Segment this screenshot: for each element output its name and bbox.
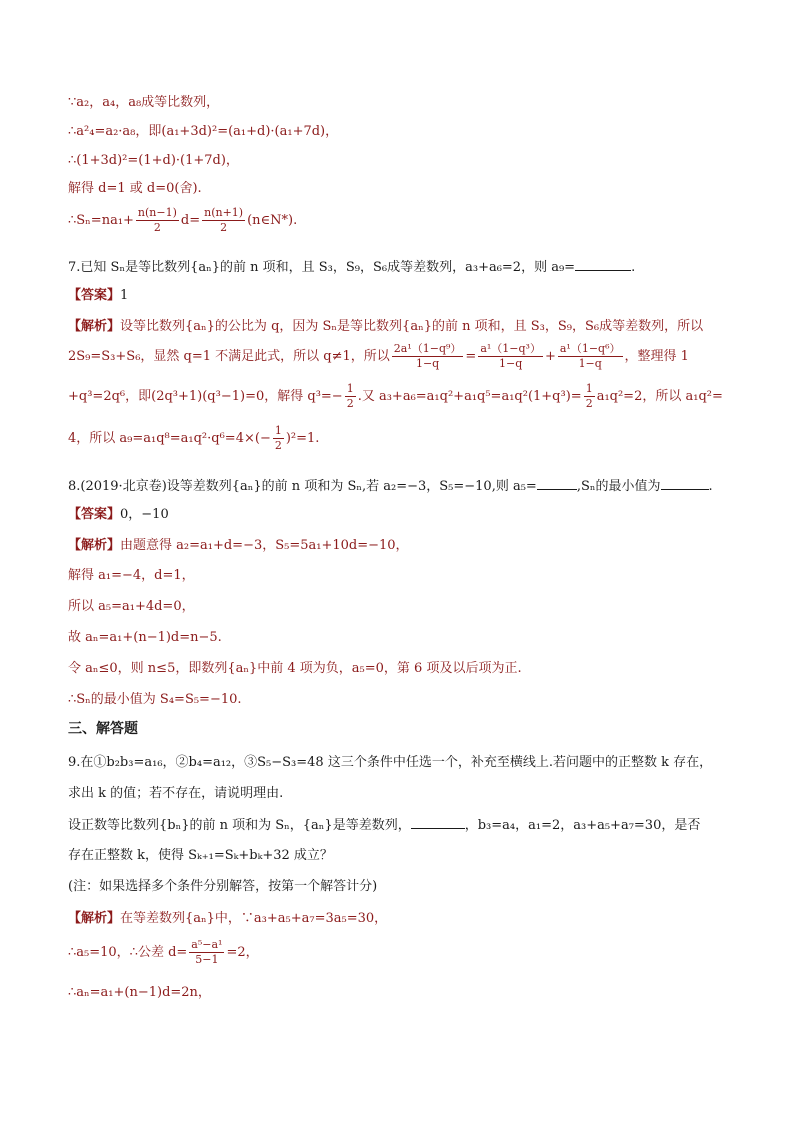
denominator: 2	[220, 221, 228, 234]
question-7	[68, 258, 635, 277]
analysis-label: 【解析】	[68, 538, 121, 553]
denominator: 5−1	[195, 953, 219, 966]
text: 解得 d=1 或 d=0(舍).	[68, 181, 202, 196]
numerator: a¹（1−q³）	[480, 342, 541, 355]
denominator: 2	[153, 221, 161, 234]
text: ∴a²₄=a₂·a₈，即(a₁+3d)²=(a₁+d)·(a₁+7d)，	[68, 124, 339, 139]
fraction	[136, 206, 179, 235]
question-9-line	[68, 847, 333, 865]
answer-label: 【答案】	[68, 288, 121, 303]
answer-8	[68, 506, 169, 524]
text-line	[68, 123, 338, 141]
numerator: 1	[274, 424, 282, 437]
question-9-line	[68, 816, 700, 835]
fraction	[273, 424, 284, 453]
numerator: a⁵−a¹	[191, 938, 223, 951]
fraction	[392, 342, 464, 371]
numerator: 1	[346, 382, 354, 395]
text: )²=1.	[285, 431, 320, 446]
question-text: ,Sₙ的最小值为	[576, 479, 661, 494]
text: a₁q²=2，所以 a₁q²=	[596, 389, 723, 404]
text-line	[68, 152, 239, 170]
numerator: 1	[585, 382, 593, 395]
text: ∴aₙ=a₁+(n−1)d=2n，	[68, 985, 211, 1000]
analysis-8-line	[68, 691, 242, 709]
question-text: ，b₃=a₄，a₁=2，a₃+a₅+a₇=30，是否	[464, 818, 701, 833]
denominator: 1−q	[415, 357, 440, 370]
text: ∴(1+3d)²=(1+d)·(1+7d)，	[68, 153, 239, 168]
fraction	[478, 342, 543, 371]
question-9-note	[68, 878, 377, 896]
answer-label: 【答案】	[68, 507, 121, 522]
fraction	[202, 206, 245, 235]
denominator: 2	[346, 397, 354, 410]
text: .又 a₃+a₆=a₁q²+a₁q⁵=a₁q²(1+q³)=	[357, 389, 582, 404]
question-text: 求出 k 的值；若不存在，请说明理由.	[68, 786, 284, 801]
text-line	[68, 94, 219, 112]
question-text: 8.(2019·北京卷)设等差数列{aₙ}的前 n 项和为 Sₙ,若 a₂=−3，S₅=−10,则 a₅=	[68, 479, 537, 494]
analysis-9-line	[68, 934, 259, 972]
text: ，整理得 1	[624, 349, 689, 364]
question-8	[68, 477, 713, 496]
formula-line	[68, 204, 297, 238]
answer-blank	[575, 258, 631, 271]
text: ∴a₅=10，∴公差 d=	[68, 945, 188, 960]
denominator: 1−q	[499, 357, 523, 370]
text: +q³=2q⁶，即(2q³+1)(q³−1)=0，解得 q³=−	[68, 389, 343, 404]
answer-blank	[661, 477, 709, 490]
analysis-7-line	[68, 318, 703, 336]
text: =	[465, 349, 477, 364]
analysis-8-line	[68, 629, 222, 647]
numerator: 2a¹（1−q⁹）	[393, 342, 462, 355]
section-heading: 三、解答题	[68, 721, 138, 737]
numerator: n(n+1)	[204, 206, 244, 219]
text: 由题意得 a₂=a₁+d=−3，S₅=5a₁+10d=−10，	[120, 538, 409, 553]
fraction	[189, 938, 224, 967]
answer-blank	[537, 477, 577, 490]
text: 所以 a₅=a₁+4d=0，	[68, 599, 195, 614]
analysis-7-line	[68, 422, 319, 456]
answer-blank	[411, 816, 465, 829]
text: 解得 a₁=−4，d=1，	[68, 568, 195, 583]
analysis-7-line	[68, 340, 689, 374]
answer-value: 1	[120, 288, 129, 303]
text: +	[544, 349, 556, 364]
note-text: (注：如果选择多个条件分别解答，按第一个解答计分)	[68, 879, 378, 894]
text: .	[708, 479, 713, 494]
question-9-line	[68, 785, 283, 803]
text: ∵a₂，a₄，a₈成等比数列，	[68, 95, 220, 110]
analysis-9-line	[68, 910, 387, 928]
fraction	[345, 382, 356, 411]
question-text: 存在正整数 k，使得 Sₖ₊₁=Sₖ+bₖ+32 成立？	[68, 848, 333, 863]
text: =2，	[226, 945, 259, 960]
question-text: 9.在①b₂b₃=a₁₆，②b₄=a₁₂，③S₅−S₃=48 这三个条件中任选一个，补充至横线上.若问题中的正整数 k 存在，	[68, 755, 713, 770]
analysis-label: 【解析】	[68, 911, 121, 926]
analysis-9-line	[68, 984, 211, 1002]
analysis-label: 【解析】	[68, 319, 121, 334]
denominator: 1−q	[578, 357, 602, 370]
analysis-8-line	[68, 567, 195, 585]
analysis-8-line	[68, 660, 522, 678]
denominator: 2	[274, 439, 282, 452]
fraction	[558, 342, 623, 371]
answer-7	[68, 287, 128, 305]
text-line	[68, 180, 202, 198]
numerator: n(n−1)	[137, 206, 177, 219]
text: 2S₉=S₃+S₆，显然 q=1 不满足此式，所以 q≠1，所以	[68, 349, 390, 364]
fraction	[584, 382, 595, 411]
text: 令 aₙ≤0，则 n≤5，即数列{aₙ}中前 4 项为负，a₅=0，第 6 项及以后项为正.	[68, 661, 522, 676]
analysis-7-line	[68, 380, 723, 414]
text: (n∈N*).	[247, 213, 298, 228]
analysis-8-line	[68, 537, 409, 555]
text: ∴Sₙ=na₁+	[68, 213, 134, 228]
text: (−	[254, 431, 271, 446]
question-9-line	[68, 754, 712, 772]
text: 设等比数列{aₙ}的公比为 q，因为 Sₙ是等比数列{aₙ}的前 n 项和，且 S₃，S₉，S₆成等差数列，所以	[120, 319, 704, 334]
question-text: 设正数等比数列{bₙ}的前 n 项和为 Sₙ，{aₙ}是等差数列，	[68, 818, 411, 833]
answer-value: 0，−10	[120, 507, 169, 522]
question-text: 7.已知 Sₙ是等比数列{aₙ}的前 n 项和，且 S₃，S₉，S₆成等差数列，a₃+a₆=2，则 a₉=	[68, 260, 576, 275]
text: 在等差数列{aₙ}中，∵a₃+a₅+a₇=3a₅=30，	[120, 911, 388, 926]
text: .	[631, 260, 636, 275]
analysis-8-line	[68, 598, 195, 616]
text: 故 aₙ=a₁+(n−1)d=n−5.	[68, 630, 222, 645]
numerator: a¹（1−q⁶）	[559, 342, 621, 355]
denominator: 2	[585, 397, 593, 410]
text: ∴Sₙ的最小值为 S₄=S₅=−10.	[68, 692, 242, 707]
text: d=	[180, 213, 201, 228]
text: 4，所以 a₉=a₁q⁸=a₁q²·q⁶=4×	[68, 431, 255, 446]
